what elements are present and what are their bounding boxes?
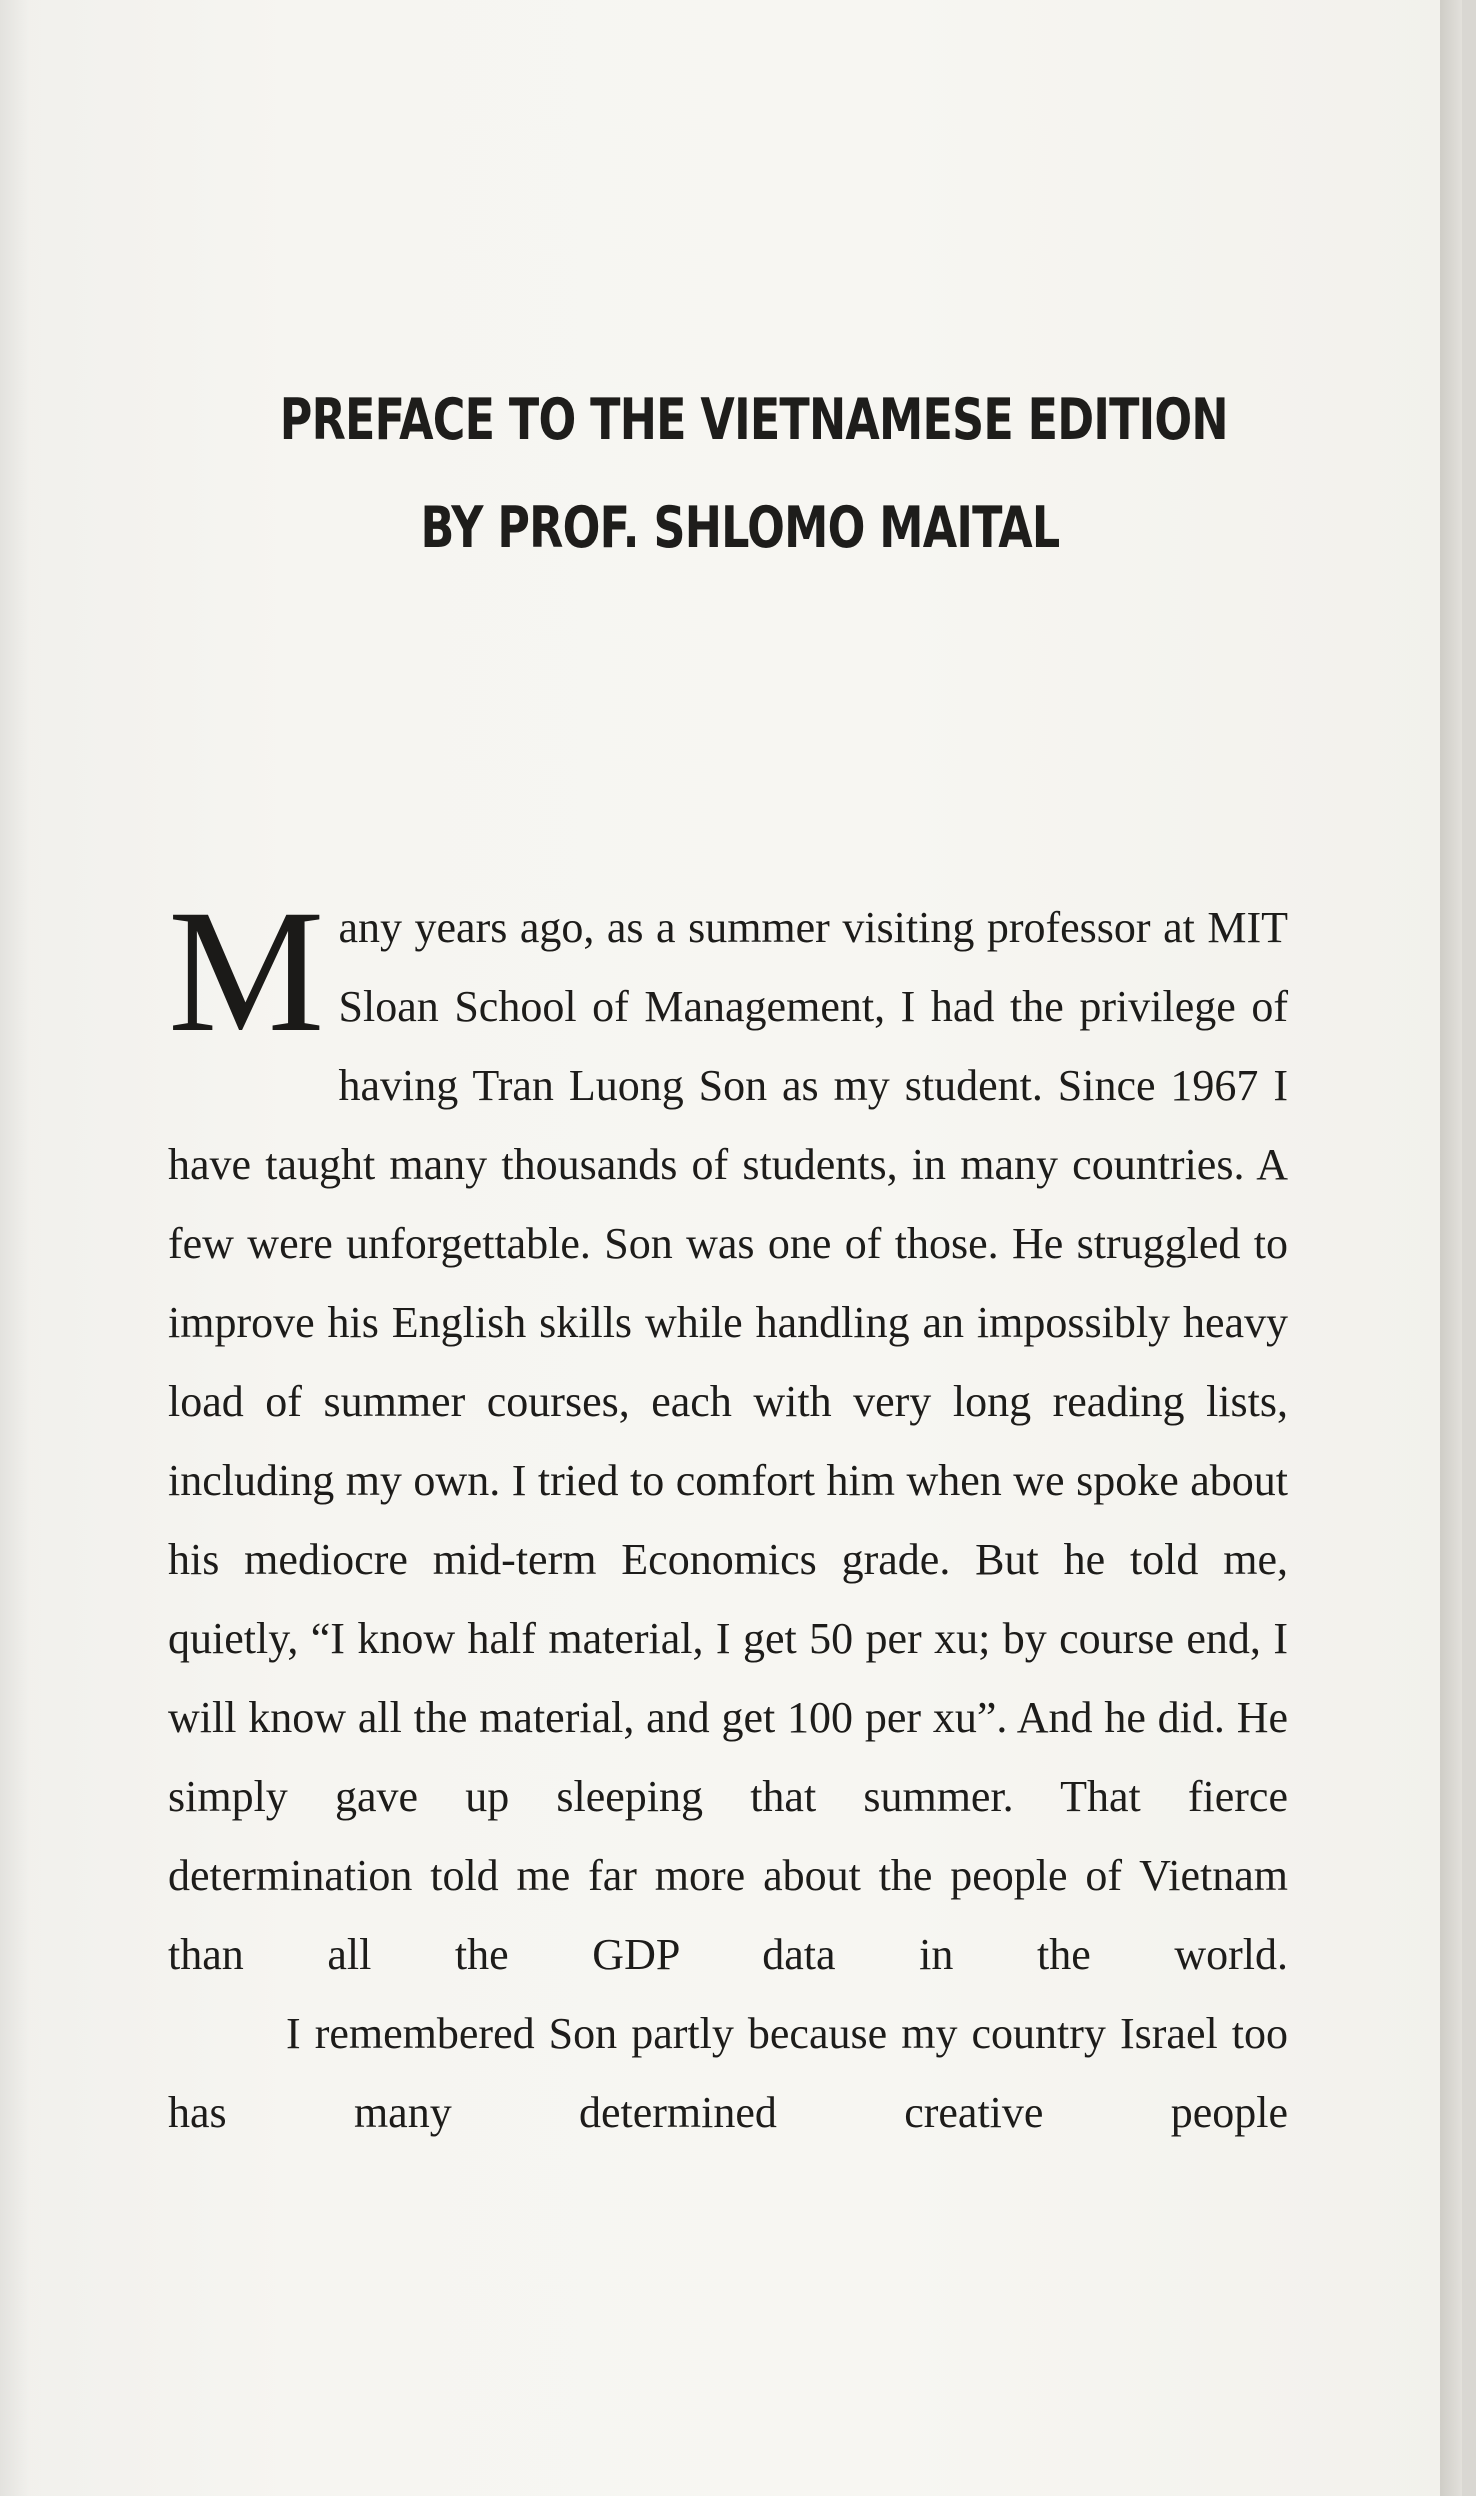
paragraph-2 xyxy=(168,1994,1288,2152)
paragraph-1-text: any years ago, as a summer visiting professor at MIT Sloan School of Management, I had the privilege of having Tran Luong Son as my student. Since 1967 I have taught many thousands of students, in many countries. A few were unforgettable. Son was one of those. He struggled to improve his English skills while handling an impossibly heavy load of summer courses, each with very long reading lists, including my own. I tried to comfort him when we spoke about his mediocre mid-term Economics grade. But he told me, quietly, “I know half material, I get 50 per xu; by course end, I will know all the material, and get 100 per xu”. And he did. He simply gave up sleeping that summer. That fierce determination told me far more about the people of Vietnam than all the GDP data in the world. xyxy=(168,903,1288,1979)
drop-cap: M xyxy=(168,874,325,1069)
paragraph-1 xyxy=(168,874,1288,1994)
preface-title-line-2: BY PROF. SHLOMO MAITAL xyxy=(420,495,1060,561)
page-edge xyxy=(1440,0,1462,2496)
preface-title-line-1: PREFACE TO THE VIETNAMESE EDITION xyxy=(279,387,1228,453)
page-gutter-shadow xyxy=(0,0,30,2496)
preface-body xyxy=(168,874,1288,2152)
paragraph-2-text: I remembered Son partly because my country Israel too has many determined creative people xyxy=(168,2009,1288,2137)
